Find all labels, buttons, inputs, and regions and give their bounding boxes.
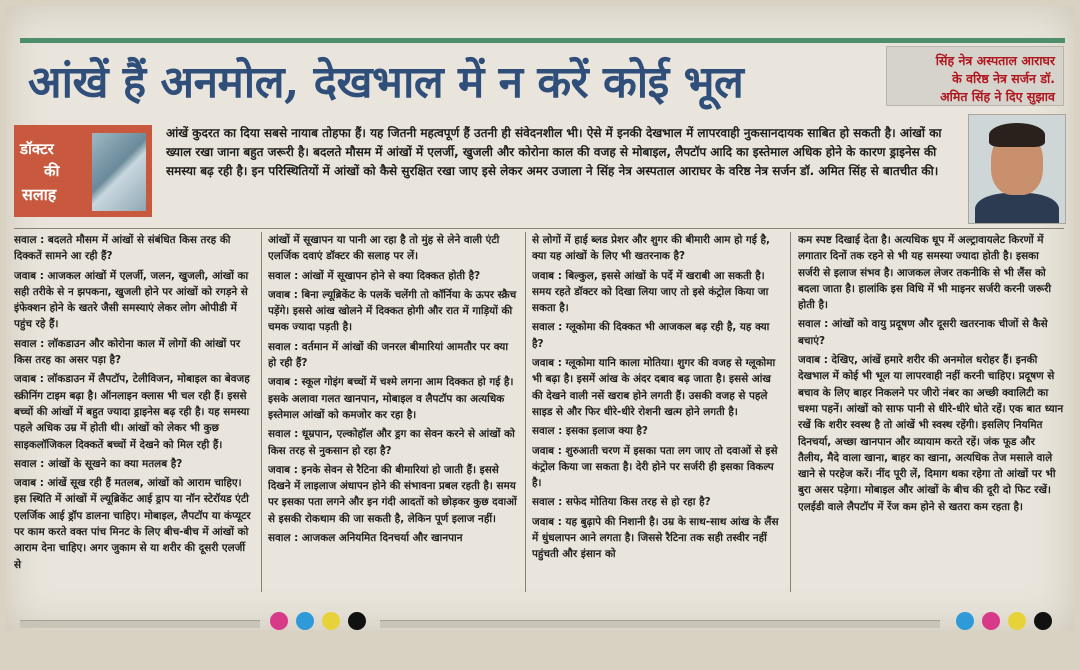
badge-line-2: की bbox=[44, 162, 60, 180]
print-mark-dot bbox=[296, 612, 314, 630]
doctor-advice-badge bbox=[14, 125, 152, 217]
article-column-1 bbox=[14, 232, 254, 594]
badge-line-1: डॉक्टर bbox=[20, 140, 54, 158]
column-paragraph: सवाल : सफेद मोतिया किस तरह से हो रहा है? bbox=[532, 496, 711, 509]
byline-line: के वरिष्ठ नेत्र सर्जन डॉ. bbox=[952, 71, 1055, 86]
column-paragraph: जवाब : ग्लूकोमा यानि काला मोतिया। शुगर की वजह से ग्लूकोमा भी बढ़ा है। इसमें आंख के अंदर दबाव बढ़ जाता है। इससे आंख की देखने वाली नसें खराब होने लगती हैं। उसकी वजह से पहले साइड से और फिर धीरे-धीरे रोशनी खत्म होने लगती है। bbox=[532, 357, 776, 418]
column-paragraph: सवाल : बदलते मौसम में आंखों से संबंधित किस तरह की दिक्कतें सामने आ रही हैं? bbox=[14, 234, 231, 263]
column-paragraph: सवाल : वर्तमान में आंखों की जनरल बीमारियां आमतौर पर क्या हो रही हैं? bbox=[268, 340, 509, 370]
column-divider bbox=[525, 232, 526, 592]
byline-line: सिंह नेत्र अस्पताल आराघर bbox=[935, 53, 1055, 68]
column-paragraph: सवाल : आंखों को वायु प्रदूषण और दूसरी खतरनाक चीजों से कैसे बचाएं? bbox=[798, 318, 1048, 347]
top-rule bbox=[20, 38, 1065, 43]
print-mark-dot bbox=[270, 612, 288, 630]
print-mark-dot bbox=[956, 612, 974, 630]
badge-line-3: सलाह bbox=[22, 185, 57, 204]
column-paragraph: सवाल : इसका इलाज क्या है? bbox=[532, 425, 648, 438]
gray-band bbox=[380, 620, 940, 628]
column-paragraph: जवाब : देखिए, आंखें हमारे शरीर की अनमोल धरोहर हैं। इनकी देखभाल में कोई भी भूल या लापरवाही नहीं करनी चाहिए। प्रदूषण से बचाव के लिए बाहर निकलने पर जीरो नंबर का अच्छी क्वालिटी का चश्मा पहनें। आंखों को साफ पानी से धीरे-धीरे धोते रहें। एक बात ध्यान रखें कि शरीर स्वस्थ है तो आंखें भी स्वस्थ रहेंगी। इसलिए नियमित दिनचर्या, अच्छा खानपान और व्यायाम करते रहें। जंक फूड और तैलीय, मैदे वाला खाना, बाहर का खाना, अत्यधिक तेज मसाले वाले खाने से परहेज करें। नींद पूरी लें, दिमाग थका रहेगा तो आंखों पर भी बुरा असर पड़ेगा। मोबाइल और आंखों के बीच की दूरी दो फिट रखें। एलईडी वाले लैपटॉप में रेंज कम होने से खतरा कम रहता है। bbox=[798, 354, 1064, 513]
column-paragraph: जवाब : लॉकडाउन में लैपटॉप, टेलीविजन, मोबाइल का बेवजह स्क्रीनिंग टाइम बढ़ा है। ऑनलाइन क्लास भी चल रही हैं। इससे बच्चों की आंखों में बहुत ज्यादा ड्राइनेस बढ़ रही है। यह समस्या पहले अधिक उम्र में होती थी। आंखों को लेकर भी कुछ साइकलॉजिकल दिक्कतें बच्चों में देखने को मिल रही हैं। bbox=[14, 373, 250, 451]
print-mark-dot bbox=[1008, 612, 1026, 630]
column-paragraph: सवाल : धूम्रपान, एल्कोहॉल और ड्रग का सेवन करने से आंखों को किस तरह से नुकसान हो रहा है? bbox=[268, 428, 515, 457]
column-paragraph: जवाब : आंखें सूख रही हैं मतलब, आंखों को आराम चाहिए। इस स्थिति में आंखों में ल्यूब्रिकेंट आई ड्राप या नॉन स्टेरॉयड एंटी एलर्जिक आई ड्रॉप डालना चाहिए। मोबाइल, लैपटॉप या कंप्यूटर पर काम करते वक्त पांच मिनट के लिए बीच-बीच में आंखों को आराम देना चाहिए। अगर जुकाम से या शरीर की दूसरी एलर्जी से bbox=[14, 477, 251, 571]
print-registration-strip bbox=[20, 610, 1065, 636]
column-paragraph: जवाब : बिल्कुल, इससे आंखों के पर्दे में खराबी आ सकती है। समय रहते डॉक्टर को दिखा लिया जाए तो इसे कंट्रोल किया जा सकता है। bbox=[532, 269, 769, 315]
column-divider bbox=[790, 232, 791, 592]
column-paragraph: जवाब : इनके सेवन से रैटिना की बीमारियां हो जाती हैं। इससे दिखने में लाइलाज अंधापन होने की संभावना प्रबल रहती है। समय पर इसका पता लगने और इन गंदी आदतों को छोड़कर कुछ दवाओं से इसकी रोकथाम की जा सकती है, लेकिन पूर्ण इलाज नहीं। bbox=[268, 463, 517, 525]
gray-band bbox=[20, 620, 260, 628]
doctor-portrait bbox=[968, 114, 1066, 224]
column-paragraph: जवाब : यह बुढ़ापे की निशानी है। उम्र के साथ-साथ आंख के लैंस में धुंधलापन आने लगता है। जिससे रैटिना तक सही तस्वीर नहीं पहुंचती और इंसान को bbox=[532, 515, 779, 561]
headline: आंखें हैं अनमोल, देखभाल में न करें कोई भूल bbox=[28, 57, 744, 108]
column-paragraph: सवाल : ग्लूकोमा की दिक्कत भी आजकल बढ़ रही है, यह क्या है? bbox=[532, 321, 770, 350]
column-paragraph: जवाब : शुरुआती चरण में इसका पता लग जाए तो दवाओं से इसे कंट्रोल किया जा सकता है। देरी होने पर सर्जरी ही इसका विकल्प है। bbox=[532, 444, 778, 490]
byline-box bbox=[886, 46, 1064, 106]
column-paragraph: जवाब : बिना ल्यूब्रिकेंट के पलकें चलेंगी तो कॉर्निया के ऊपर स्क्रैच पड़ेंगे। इससे आंख खोलने में दिक्कत होगी और रात में गाड़ियों की चमक ज्यादा पड़ती है। bbox=[268, 288, 517, 334]
column-paragraph: कम स्पष्ट दिखाई देता है। अत्यधिक धूप में अल्ट्रावायलेट किरणों में लगातार दिनों तक रहने से भी यह समस्या ज्यादा होती है। इसका सर्जरी से इलाज संभव है। आजकल लेजर तकनीकि से भी लैंस को बदला जाता है। हालांकि इस विधि में भी माइनर सर्जरी करनी जरूरी होती है। bbox=[798, 234, 1052, 312]
print-mark-dot bbox=[982, 612, 1000, 630]
article-column-4 bbox=[798, 232, 1064, 594]
column-paragraph: सवाल : आजकल अनियमित दिनचर्या और खानपान bbox=[268, 532, 463, 545]
column-paragraph: सवाल : लॉकडाउन और कोरोना काल में लोगों की आंखों पर किस तरह का असर पड़ा है? bbox=[14, 337, 241, 367]
portrait-hair bbox=[989, 123, 1045, 147]
eye-drops-photo bbox=[92, 133, 146, 211]
article-column-2 bbox=[268, 232, 518, 594]
section-divider bbox=[14, 228, 1064, 229]
column-paragraph: आंखों में सूखापन या पानी आ रहा है तो मुंह से लेने वाली एंटी एलर्जिक दवाएं डॉक्टर की सलाह पर लें। bbox=[268, 234, 500, 263]
article-column-3 bbox=[532, 232, 782, 594]
print-mark-dot bbox=[348, 612, 366, 630]
column-paragraph: जवाब : स्कूल गोइंग बच्चों में चश्मे लगना आम दिक्कत हो गई है। इसके अलावा गलत खानपान, मोबाइल व लैपटॉप का अत्यधिक इस्तेमाल आंखों को कमजोर कर रहा है। bbox=[268, 376, 514, 421]
column-paragraph: सवाल : आंखों के सूखने का क्या मतलब है? bbox=[14, 457, 183, 470]
print-mark-dot bbox=[1034, 612, 1052, 630]
column-paragraph: सवाल : आंखों में सूखापन होने से क्या दिक्कत होती है? bbox=[268, 269, 481, 282]
column-divider bbox=[261, 232, 262, 592]
column-paragraph: जवाब : आजकल आंखों में एलर्जी, जलन, खुजली, आंखों का सही तरीके से न झपकना, खुजली होने पर आंखों को रगड़ने से इंफेक्शन होने के खतरे जैसी समस्याएं लेकर लोग ओपीडी में पहुंच रहे हैं। bbox=[14, 269, 249, 331]
portrait-shirt bbox=[975, 193, 1059, 224]
byline-line: अमित सिंह ने दिए सुझाव bbox=[940, 89, 1055, 104]
print-mark-dot bbox=[322, 612, 340, 630]
column-paragraph: से लोगों में हाई ब्लड प्रेशर और शुगर की बीमारी आम हो गई है, क्या यह आंखों के लिए भी खतरनाक है? bbox=[532, 234, 770, 263]
intro-paragraph: आंखें कुदरत का दिया सबसे नायाब तोहफा हैं। यह जितनी महत्वपूर्ण हैं उतनी ही संवेदनशील भी। ऐसे में इनकी देखभाल में लापरवाही नुकसानदायक साबित हो सकती है। आंखों का ख्याल रखा जाना बहुत जरूरी है। बदलते मौसम में आंखों में एलर्जी, खुजली और कोरोना काल की वजह से मोबाइल, लैपटॉप आदि का इस्तेमाल अधिक होने के कारण ड्राइनेस की समस्या बढ़ रही है। इन परिस्थितियों में आंखों को कैसे सुरक्षित रखा जाए इसे लेकर अमर उजाला ने सिंह नेत्र अस्पताल आराघर के वरिष्ठ नेत्र सर्जन डॉ. अमित सिंह से बातचीत की। bbox=[166, 126, 942, 178]
